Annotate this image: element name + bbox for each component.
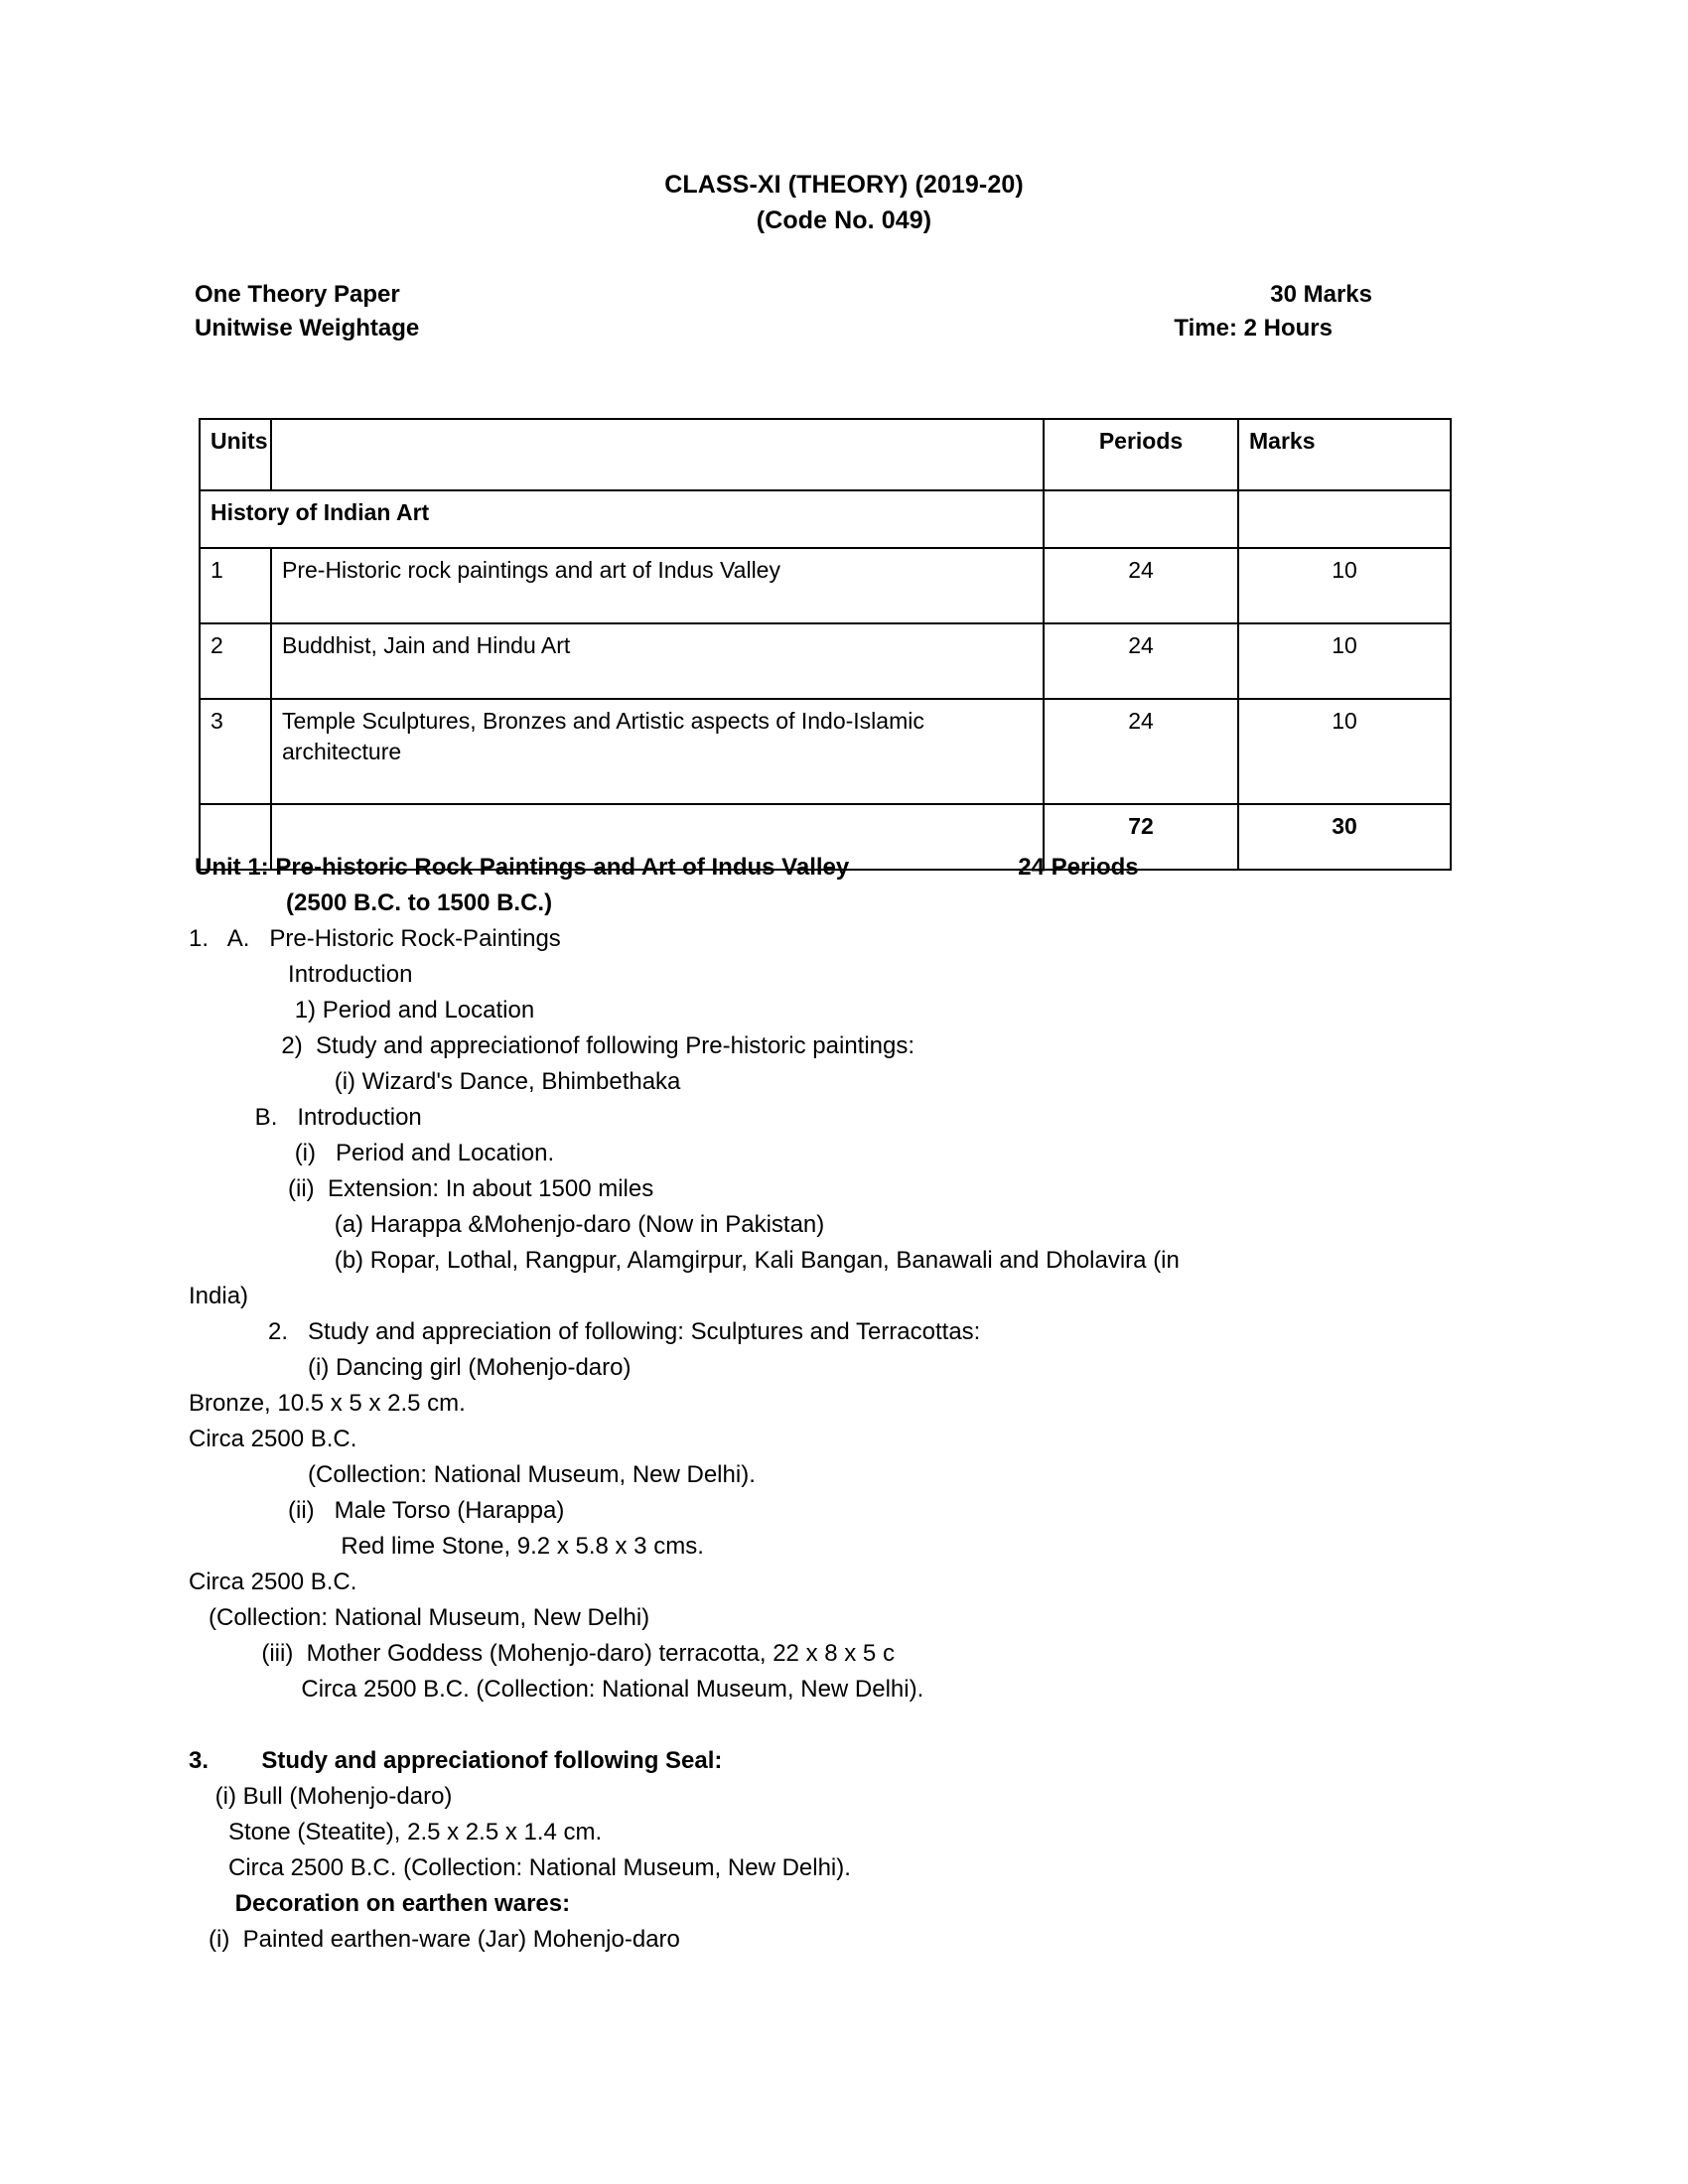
unit1-periods: 24 Periods: [1018, 854, 1139, 881]
outline-line: (Collection: National Museum, New Delhi).: [189, 1461, 756, 1488]
th-periods: Periods: [1044, 419, 1238, 490]
outline-line: (b) Ropar, Lothal, Rangpur, Alamgirpur, Kali Bangan, Banawali and Dholavira (in: [189, 1247, 1180, 1274]
outline-line: 2) Study and appreciationof following Pre-historic paintings:: [189, 1032, 915, 1059]
time-label: Time: 2 Hours: [1174, 315, 1333, 341]
outline-line: Circa 2500 B.C.: [189, 1569, 357, 1595]
outline-line: Circa 2500 B.C. (Collection: National Museum, New Delhi).: [189, 1676, 924, 1703]
decoration-heading: Decoration on earthen wares:: [189, 1890, 571, 1917]
outline-line: Introduction: [189, 961, 413, 988]
cell-unit-number: 2: [200, 623, 271, 699]
section-gap: [0, 1707, 1688, 1743]
th-description: [271, 419, 1044, 490]
meta-row-weightage: [195, 312, 1386, 345]
outline-line: India): [189, 1283, 249, 1309]
section-periods-blank: [1044, 490, 1238, 548]
cell-unit-marks: 10: [1238, 548, 1451, 623]
meta-row-paper: [195, 278, 1386, 312]
unit1-heading-row: [0, 850, 1688, 886]
cell-unit-description: Temple Sculptures, Bronzes and Artistic aspects of Indo-Islamic architecture: [271, 699, 1044, 804]
outline-line: B. Introduction: [189, 1104, 422, 1131]
outline-line: 1. A. Pre-Historic Rock-Paintings: [189, 925, 561, 952]
cell-unit-description: Buddhist, Jain and Hindu Art: [271, 623, 1044, 699]
unit1-subheading: (2500 B.C. to 1500 B.C.): [286, 889, 553, 916]
outline-line: Bronze, 10.5 x 5 x 2.5 cm.: [189, 1390, 466, 1417]
th-marks: Marks: [1238, 419, 1451, 490]
outline-line: 2. Study and appreciation of following: Sculptures and Terracottas:: [189, 1318, 981, 1345]
cell-unit-periods: 24: [1044, 699, 1238, 804]
decoration-line: (i) Painted earthen-ware (Jar) Mohenjo-daro: [189, 1926, 680, 1953]
unitwise-weightage-table: [199, 418, 1452, 871]
cell-unit-number: 1: [200, 548, 271, 623]
table-row: [200, 623, 1451, 699]
table-row: [200, 699, 1451, 804]
unitwise-weightage-label: Unitwise Weightage: [195, 315, 420, 341]
outline-line: (i) Period and Location.: [189, 1140, 555, 1166]
unitwise-weightage-table-wrapper: [199, 418, 1452, 871]
outline-line: (a) Harappa &Mohenjo-daro (Now in Pakistan): [189, 1211, 825, 1238]
outline-line: Red lime Stone, 9.2 x 5.8 x 3 cms.: [189, 1533, 704, 1560]
outline-line: (i) Dancing girl (Mohenjo-daro): [189, 1354, 632, 1381]
table-row: [200, 548, 1451, 623]
title-line-2: (Code No. 049): [756, 206, 932, 234]
seal-line: (i) Bull (Mohenjo-daro): [189, 1783, 453, 1810]
cell-unit-marks: 10: [1238, 699, 1451, 804]
cell-total-marks: 30: [1238, 804, 1451, 870]
section-history-of-indian-art: History of Indian Art: [200, 490, 1044, 548]
outline-line: (ii) Extension: In about 1500 miles: [189, 1175, 654, 1202]
total-marks-label: 30 Marks: [1270, 281, 1372, 308]
header-meta: [195, 278, 1386, 345]
outline-line: (i) Wizard's Dance, Bhimbethaka: [189, 1068, 681, 1095]
cell-unit-periods: 24: [1044, 623, 1238, 699]
cell-unit-description: Pre-Historic rock paintings and art of Indus Valley: [271, 548, 1044, 623]
outline-line: Circa 2500 B.C.: [189, 1426, 357, 1452]
cell-total-periods: 72: [1044, 804, 1238, 870]
outline-line: (iii) Mother Goddess (Mohenjo-daro) terracotta, 22 x 8 x 5 c: [189, 1640, 895, 1667]
unit1-heading: Unit 1: Pre-historic Rock Paintings and Art of Indus Valley: [195, 854, 850, 881]
cell-unit-number: 3: [200, 699, 271, 804]
outline-line: 1) Period and Location: [189, 997, 535, 1024]
cell-unit-marks: 10: [1238, 623, 1451, 699]
unit1-content: [0, 850, 1688, 1958]
cell-unit-periods: 24: [1044, 548, 1238, 623]
title-line-1: CLASS-XI (THEORY) (2019-20): [664, 171, 1024, 199]
table-section-row: [200, 490, 1451, 548]
outline-line: (ii) Male Torso (Harappa): [189, 1497, 565, 1524]
section-marks-blank: [1238, 490, 1451, 548]
seal-line: Stone (Steatite), 2.5 x 2.5 x 1.4 cm.: [189, 1819, 603, 1845]
one-theory-paper-label: One Theory Paper: [195, 281, 400, 308]
seal-line: Circa 2500 B.C. (Collection: National Museum, New Delhi).: [189, 1854, 851, 1881]
th-units: Units: [200, 419, 271, 490]
document-title: [0, 167, 1688, 238]
seal-section-heading: 3. Study and appreciationof following Seal:: [189, 1747, 723, 1774]
outline-line: (Collection: National Museum, New Delhi): [189, 1604, 650, 1631]
table-header-row: [200, 419, 1451, 490]
